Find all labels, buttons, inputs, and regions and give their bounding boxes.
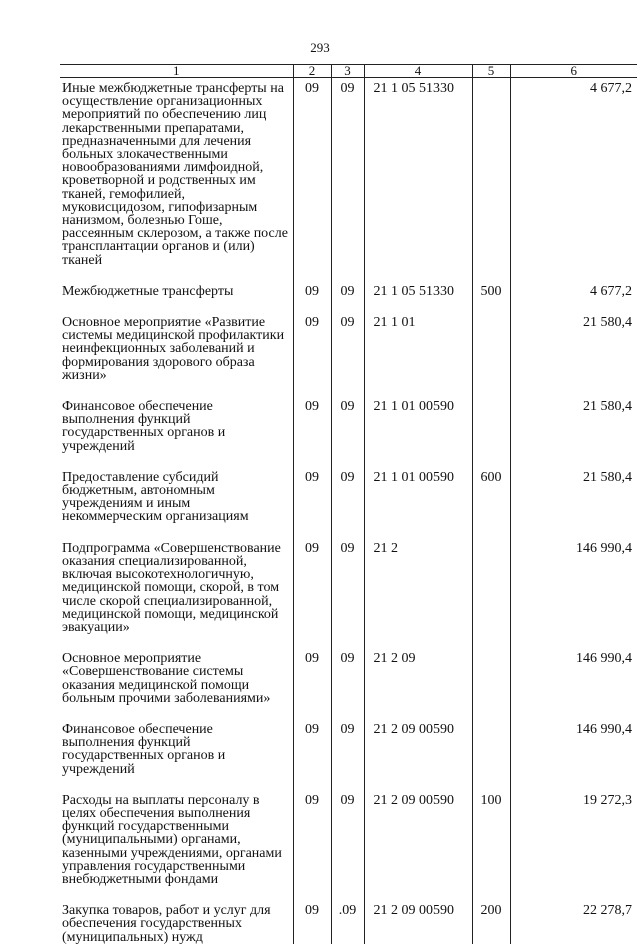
page-number: 293 (310, 40, 330, 55)
cell-rz: 09 (293, 900, 331, 944)
cell-rz: 09 (293, 538, 331, 634)
column-header-rz: 2 (293, 65, 331, 78)
cell-amount: 146 990,4 (510, 648, 637, 705)
table-row (60, 538, 637, 634)
cell-name: Предоставление субсидий бюджетным, автономным учреждениям и иным некоммерческим организациям (62, 469, 249, 525)
cell-rz: 09 (293, 648, 331, 705)
cell-pr: 09 (331, 719, 364, 776)
table-row (60, 467, 637, 524)
row-spacer (60, 705, 637, 719)
cell-vr (472, 312, 510, 382)
cell-csr: 21 2 09 (364, 648, 472, 705)
cell-csr: 21 1 01 00590 (364, 396, 472, 453)
cell-rz: 09 (293, 467, 331, 524)
cell-name: Основное мероприятие «Развитие системы медицинской профилактики неинфекционных заболеваний и формирования здорового образа жизни» (62, 315, 285, 383)
cell-name: Финансовое обеспечение выполнения функций государственных органов и учреждений (62, 721, 226, 777)
cell-vr (472, 78, 510, 267)
cell-pr: 09 (331, 790, 364, 886)
cell-amount: 4 677,2 (510, 78, 637, 267)
column-header-name: 1 (60, 65, 293, 78)
cell-amount: 19 272,3 (510, 790, 637, 886)
cell-pr: 09 (331, 648, 364, 705)
row-spacer (60, 298, 637, 312)
column-header-amount: 6 (510, 65, 637, 78)
cell-amount: 22 278,7 (510, 900, 637, 944)
row-spacer (60, 776, 637, 790)
cell-amount: 21 580,4 (510, 312, 637, 382)
cell-pr: 09 (331, 281, 364, 298)
cell-vr (472, 396, 510, 453)
cell-vr (472, 648, 510, 705)
row-spacer (60, 453, 637, 467)
cell-name: Подпрограмма «Совершенствование оказания специализированной, включая высокотехнологичную, медицинской помощи, скорой, в том числе скорой специализированной, медицинской помощи, медицинской эвакуации» (62, 540, 281, 635)
table-row (60, 396, 637, 453)
cell-amount: 146 990,4 (510, 719, 637, 776)
row-spacer (60, 886, 637, 900)
table-row (60, 900, 637, 944)
table-row (60, 648, 637, 705)
cell-rz: 09 (293, 396, 331, 453)
cell-pr: 09 (331, 538, 364, 634)
row-spacer (60, 524, 637, 538)
cell-vr: 100 (472, 790, 510, 886)
cell-pr: 09 (331, 467, 364, 524)
budget-table (60, 64, 637, 944)
cell-csr: 21 2 09 00590 (364, 719, 472, 776)
table-row (60, 281, 637, 298)
cell-rz: 09 (293, 790, 331, 886)
cell-csr: 21 2 09 00590 (364, 790, 472, 886)
cell-csr: 21 1 05 51330 (364, 281, 472, 298)
cell-csr: 21 2 09 00590 (364, 900, 472, 944)
cell-vr: 200 (472, 900, 510, 944)
cell-rz: 09 (293, 312, 331, 382)
cell-name: Финансовое обеспечение выполнения функций государственных органов и учреждений (62, 399, 226, 454)
table-row (60, 790, 637, 886)
row-spacer (60, 634, 637, 648)
cell-pr: .09 (331, 900, 364, 944)
table-row (60, 78, 637, 267)
cell-name: Закупка товаров, работ и услуг для обеспечения государственных (муниципальных) нужд (62, 903, 271, 945)
table-row (60, 719, 637, 776)
cell-vr (472, 719, 510, 776)
cell-vr: 500 (472, 281, 510, 298)
cell-name: Основное мероприятие «Совершенствование системы оказания медицинской помощи больным прочими заболеваниями» (62, 651, 271, 706)
cell-pr: 09 (331, 312, 364, 382)
cell-csr: 21 1 01 00590 (364, 467, 472, 524)
cell-csr: 21 2 (364, 538, 472, 634)
cell-amount: 146 990,4 (510, 538, 637, 634)
cell-amount: 21 580,4 (510, 467, 637, 524)
column-header-vr: 5 (472, 65, 510, 78)
header-row (60, 65, 637, 78)
cell-amount: 4 677,2 (510, 281, 637, 298)
cell-rz: 09 (293, 78, 331, 267)
cell-vr: 600 (472, 467, 510, 524)
row-spacer (60, 267, 637, 281)
row-spacer (60, 382, 637, 396)
cell-name: Межбюджетные трансферты (62, 283, 234, 299)
cell-vr (472, 538, 510, 634)
cell-amount: 21 580,4 (510, 396, 637, 453)
cell-pr: 09 (331, 396, 364, 453)
cell-pr: 09 (331, 78, 364, 267)
table-row (60, 312, 637, 382)
cell-csr: 21 1 05 51330 (364, 78, 472, 267)
cell-rz: 09 (293, 281, 331, 298)
column-header-pr: 3 (331, 65, 364, 78)
cell-name: Иные межбюджетные трансферты на осуществление организационных мероприятий по обеспечению лиц лекарственными препаратами, предназначенными для лечения больных злокачественными новообразованиями лимфоидной, кроветворной и родственных им тканей, гемофилией, муковисцидозом, гипофизарным нанизмом, болезнью Гоше, рассеянным склерозом, а также после трансплантации органов и (или) тканей (62, 81, 288, 268)
cell-name: Расходы на выплаты персоналу в целях обеспечения выполнения функций государственными (муниципальными) органами, казенными учреждениями, органами управления государственными внебюджетными фондами (62, 792, 282, 887)
column-header-csr: 4 (364, 65, 472, 78)
cell-csr: 21 1 01 (364, 312, 472, 382)
cell-rz: 09 (293, 719, 331, 776)
